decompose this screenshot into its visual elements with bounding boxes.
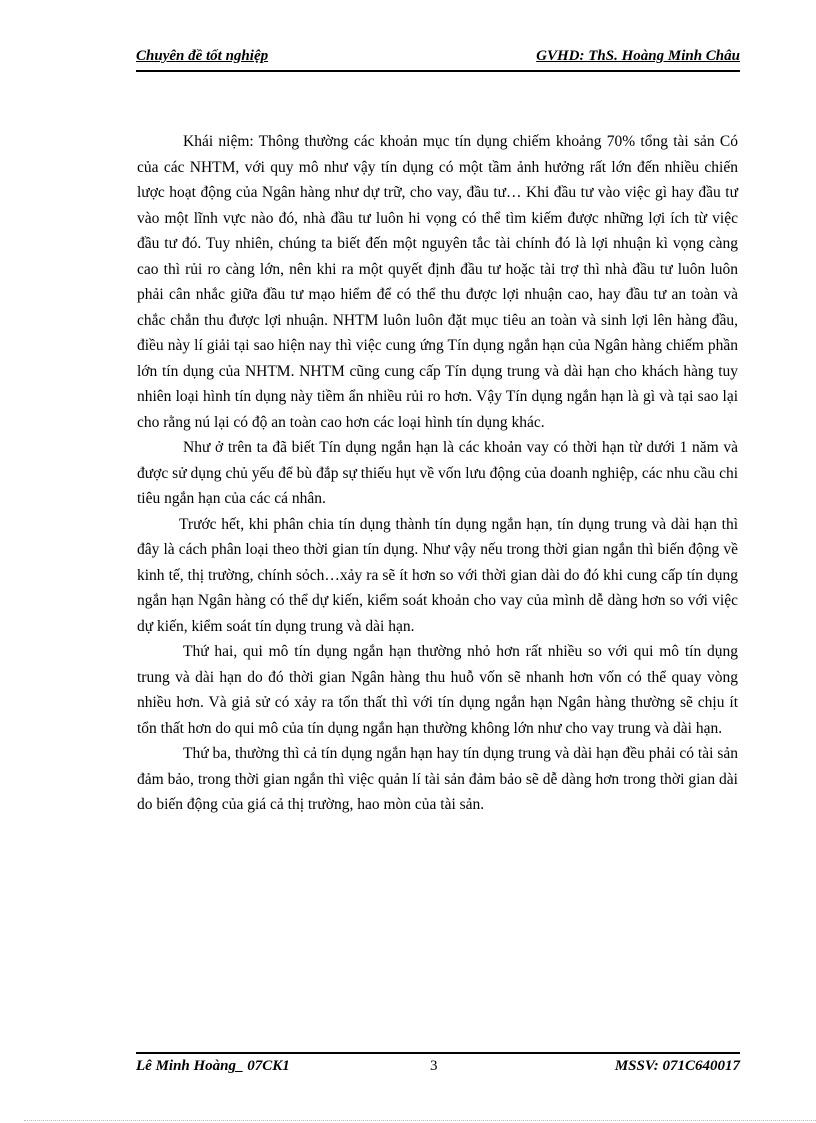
page-edge — [24, 1120, 816, 1121]
paragraph-short-term-credit: Như ở trên ta đã biết Tín dụng ngắn hạn là các khoản vay có thời hạn từ dưới 1 năm và được sử dụng chủ yếu để bù đắp sự thiếu hụt về vốn lưu động của doanh nghiệp, các nhu cầu chi tiêu ngắn hạn của các cá nhân. — [137, 439, 738, 507]
page-header — [136, 46, 740, 72]
footer-student-id: MSSV: 071C640017 — [614, 1058, 740, 1074]
header-title: Chuyên đề tốt nghiệp — [136, 48, 269, 64]
body-text — [137, 129, 738, 818]
page-number: 3 — [430, 1058, 438, 1074]
paragraph-second-reason: Thứ hai, qui mô tín dụng ngắn hạn thường nhỏ hơn rất nhiều so với qui mô tín dụng trung và dài hạn do đó thời gian Ngân hàng thu huỗ vốn sẽ nhanh hơn vốn có thể quay vòng nhiều hơn. Và giả sử có xảy ra tổn thất thì với tín dụng ngắn hạn Ngân hàng thường sẽ chịu ít tổn thất hơn do qui mô của tín dụng ngắn hạn thường không lớn như cho vay trung và dài hạn. — [137, 643, 738, 737]
footer-rule — [136, 1052, 740, 1054]
paragraph-definition: Khái niệm: Thông thường các khoản mục tín dụng chiếm khoảng 70% tổng tài sản Có của các NHTM, với quy mô như vậy tín dụng có một tầm ảnh hưởng rất lớn đến nhiều chiến lược hoạt động của Ngân hàng như dự trữ, cho vay, đầu tư… Khi đầu tư vào việc gì hay đầu tư vào một lĩnh vực nào đó, nhà đầu tư luôn hi vọng có thể tìm kiếm được những lợi ích từ việc đầu tư đó. Tuy nhiên, chúng ta biết đến một nguyên tắc tài chính đó là lợi nhuận kì vọng càng cao thì rủi ro càng lớn, nên khi ra một quyết định đầu tư hoặc tài trợ thì nhà đầu tư luôn luôn phải cân nhắc giữa đầu tư mạo hiểm để có thể thu được lợi nhuận cao, hay đầu tư an toàn và chắc chắn thu được lợi nhuận. NHTM luôn luôn đặt mục tiêu an toàn và sinh lợi lên hàng đầu, điều này lí giải tại sao hiện nay thì việc cung ứng Tín dụng ngắn hạn của Ngân hàng chiếm phần lớn tín dụng của NHTM. NHTM cũng cung cấp Tín dụng trung và dài hạn cho khách hàng tuy nhiên loại hình tín dụng này tiềm ẩn nhiều rủi ro hơn. Vậy Tín dụng ngắn hạn là gì và tại sao lại cho rằng nú lại có độ an toàn cao hơn các loại hình tín dụng khác. — [137, 133, 738, 431]
paragraph-first-reason: Trước hết, khi phân chia tín dụng thành tín dụng ngắn hạn, tín dụng trung và dài hạn thì đây là cách phân loại theo thời gian tín dụng. Như vậy nếu trong thời gian ngắn thì biến động về kinh tế, thị trường, chính sỏch…xảy ra sẽ ít hơn so với thời gian dài do đó khi cung cấp tín dụng ngắn hạn Ngân hàng có thể dự kiến, kiểm soát khoản cho vay của mình dễ dàng hơn so với việc dự kiến, kiểm soát tín dụng trung và dài hạn. — [137, 515, 738, 635]
paragraph-third-reason: Thứ ba, thường thì cả tín dụng ngắn hạn hay tín dụng trung và dài hạn đều phải có tài sản đảm bảo, trong thời gian ngắn thì việc quản lí tài sản đảm bảo sẽ dễ dàng hơn trong thời gian dài do biến động của giá cả thị trường, hao mòn của tài sản. — [137, 745, 738, 813]
page-footer — [136, 1052, 740, 1082]
header-advisor: GVHD: ThS. Hoàng Minh Châu — [536, 48, 740, 64]
footer-author: Lê Minh Hoàng_ 07CK1 — [136, 1058, 290, 1074]
header-rule — [136, 70, 740, 72]
